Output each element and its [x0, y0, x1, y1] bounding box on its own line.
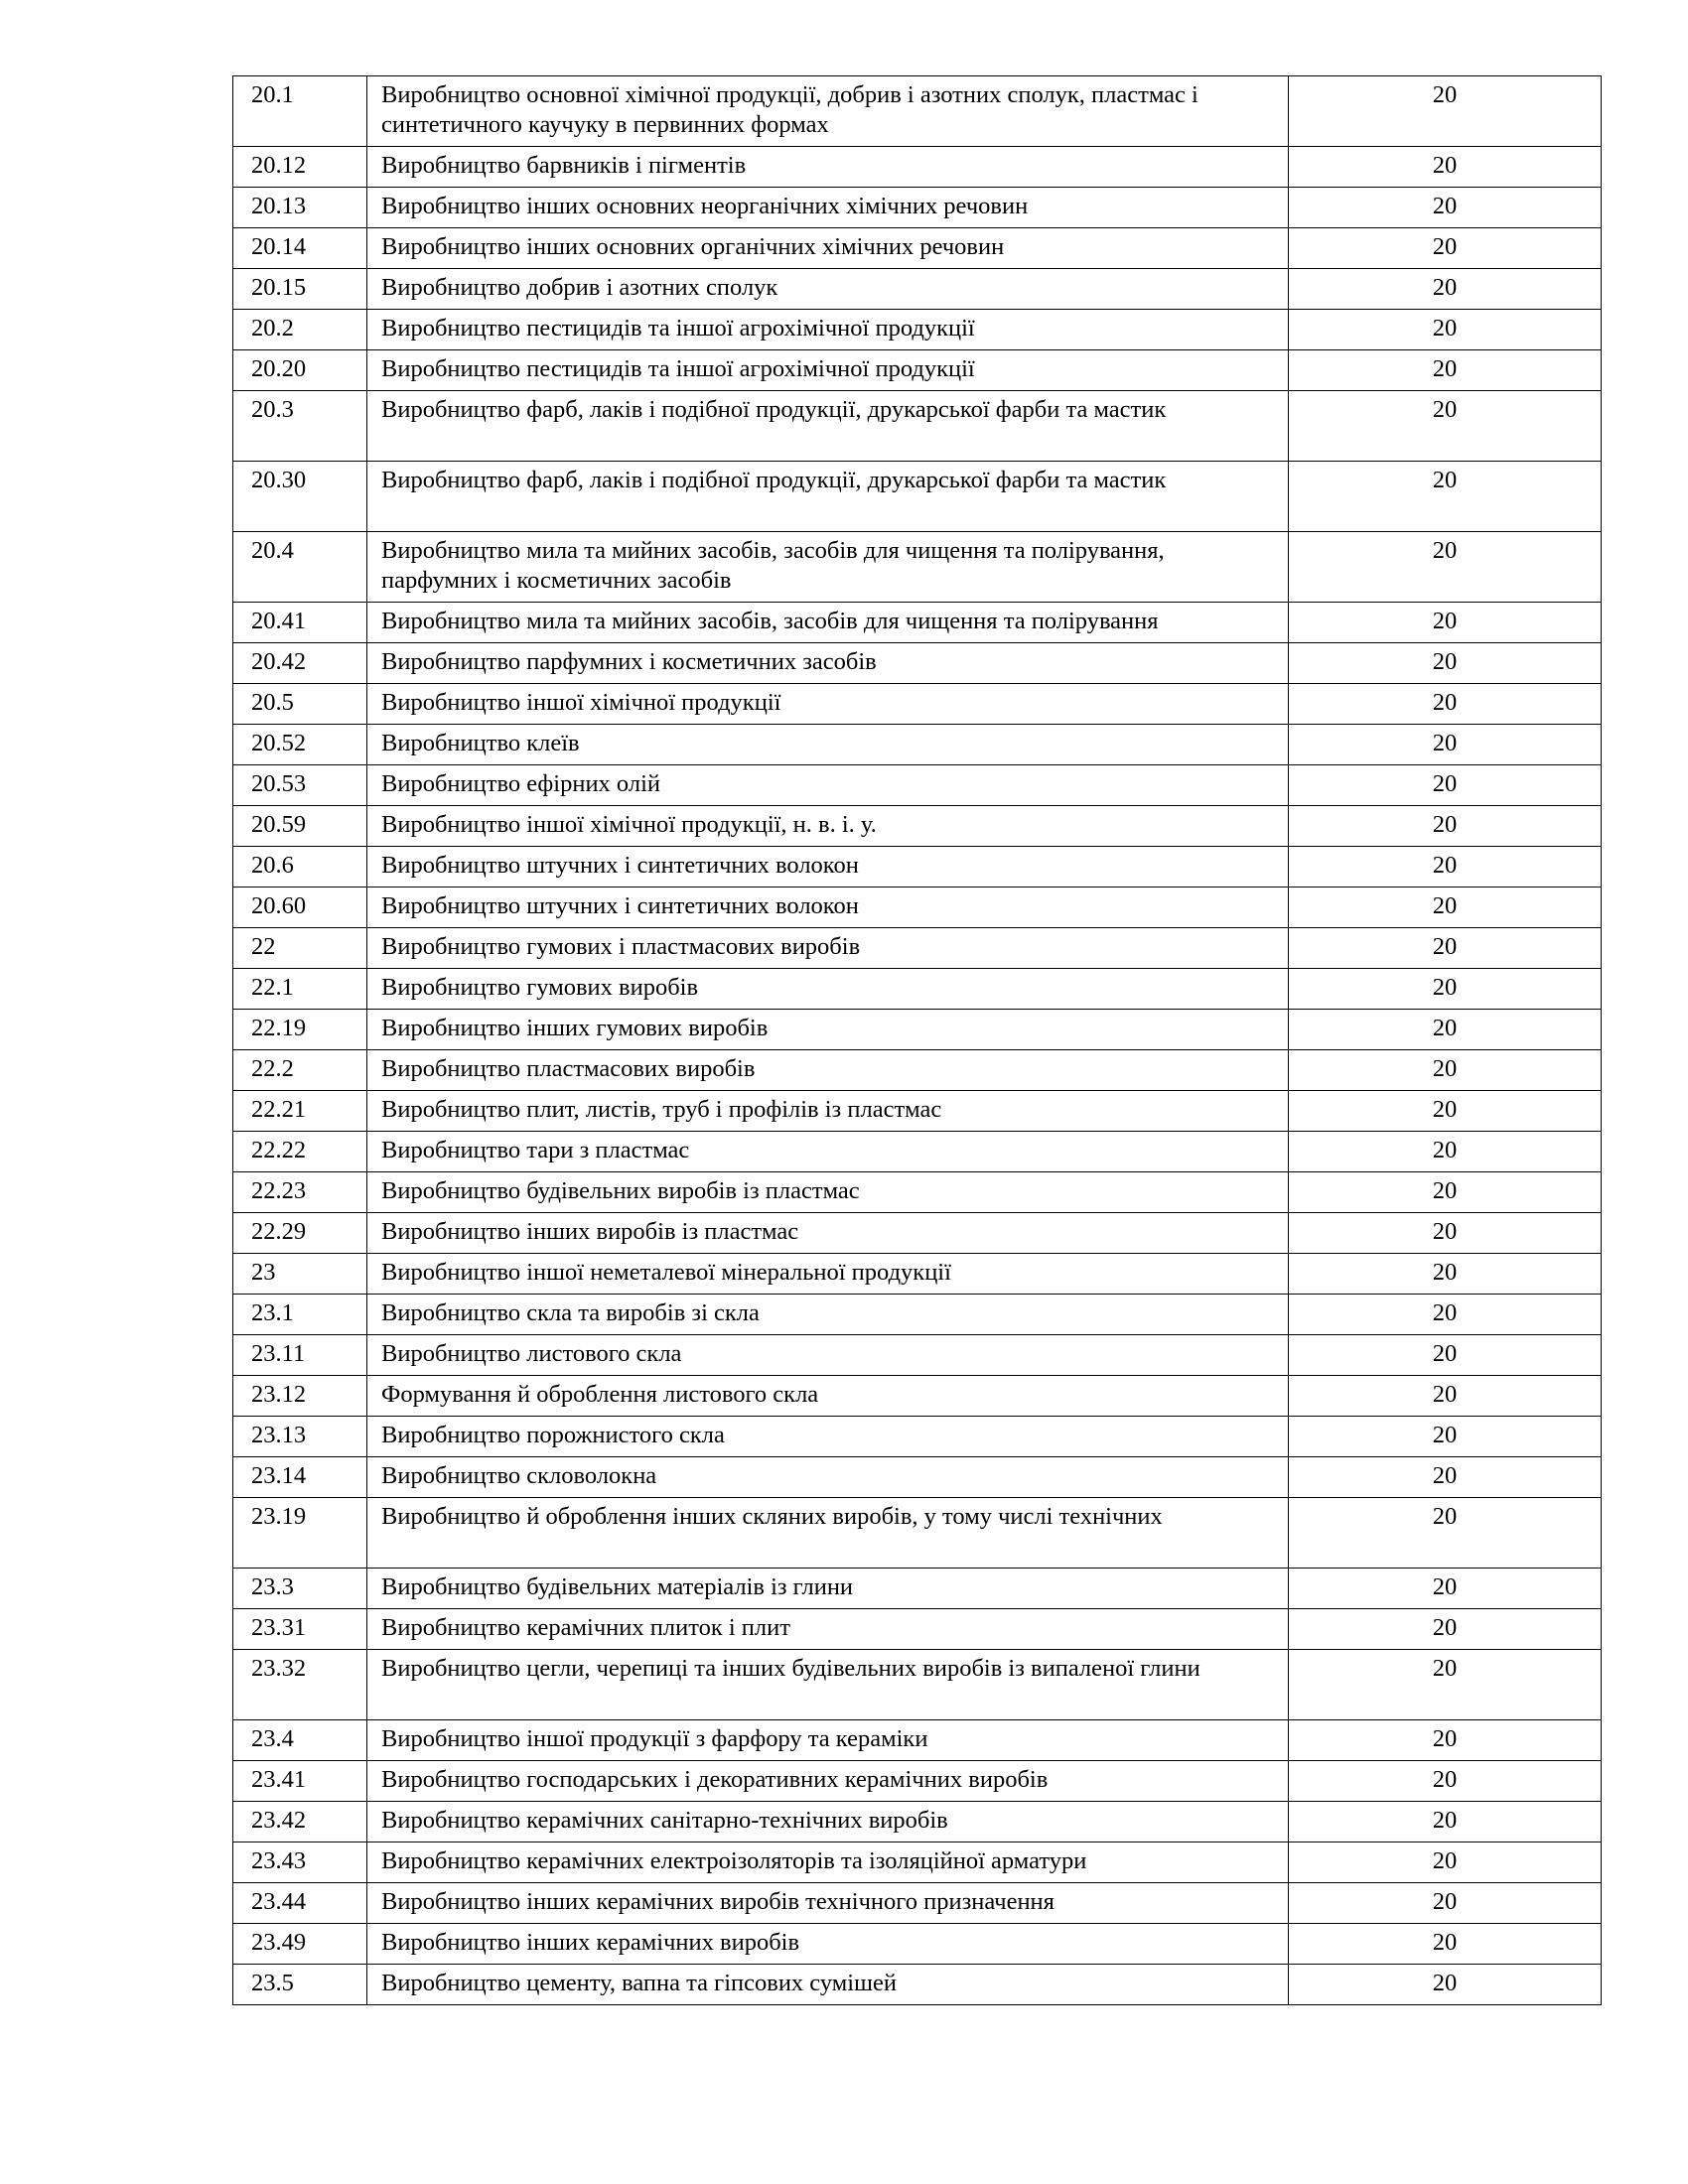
code-cell: 20.60 — [233, 887, 367, 928]
table-row — [233, 1924, 1602, 1965]
value-cell: 20 — [1289, 1213, 1602, 1254]
table-row — [233, 1843, 1602, 1883]
table-row — [233, 725, 1602, 765]
table-row — [233, 1376, 1602, 1417]
table-row — [233, 1650, 1602, 1720]
activity-name-cell: Виробництво іншої хімічної продукції — [367, 684, 1289, 725]
code-cell: 22.19 — [233, 1010, 367, 1050]
code-cell: 23.19 — [233, 1498, 367, 1569]
table-row — [233, 269, 1602, 310]
value-cell: 20 — [1289, 603, 1602, 643]
code-cell: 22.29 — [233, 1213, 367, 1254]
code-cell: 22.22 — [233, 1132, 367, 1172]
value-cell: 20 — [1289, 350, 1602, 391]
table-row — [233, 1132, 1602, 1172]
value-cell: 20 — [1289, 1843, 1602, 1883]
value-cell: 20 — [1289, 228, 1602, 269]
code-cell: 23.41 — [233, 1761, 367, 1802]
table-row — [233, 887, 1602, 928]
activity-name-cell: Виробництво пластмасових виробів — [367, 1050, 1289, 1091]
value-cell: 20 — [1289, 462, 1602, 532]
table-body — [233, 76, 1602, 2005]
code-cell: 23.32 — [233, 1650, 367, 1720]
table-row — [233, 1761, 1602, 1802]
code-cell: 23.11 — [233, 1335, 367, 1376]
activity-name-cell: Виробництво клеїв — [367, 725, 1289, 765]
code-cell: 23.42 — [233, 1802, 367, 1843]
activity-name-cell: Виробництво штучних і синтетичних волокон — [367, 847, 1289, 887]
code-cell: 20.14 — [233, 228, 367, 269]
activity-name-cell: Виробництво інших гумових виробів — [367, 1010, 1289, 1050]
table-row — [233, 684, 1602, 725]
code-cell: 23.44 — [233, 1883, 367, 1924]
activity-name-cell: Виробництво фарб, лаків і подібної продукції, друкарської фарби та мастик — [367, 391, 1289, 462]
value-cell: 20 — [1289, 684, 1602, 725]
value-cell: 20 — [1289, 1172, 1602, 1213]
code-cell: 20.20 — [233, 350, 367, 391]
value-cell: 20 — [1289, 1761, 1602, 1802]
table-row — [233, 310, 1602, 350]
activity-name-cell: Виробництво господарських і декоративних керамічних виробів — [367, 1761, 1289, 1802]
activity-name-cell: Виробництво барвників і пігментів — [367, 147, 1289, 188]
activity-name-cell: Виробництво інших основних неорганічних хімічних речовин — [367, 188, 1289, 228]
table-row — [233, 603, 1602, 643]
code-cell: 20.53 — [233, 765, 367, 806]
table-row — [233, 1802, 1602, 1843]
code-cell: 20.59 — [233, 806, 367, 847]
activity-name-cell: Виробництво й оброблення інших скляних виробів, у тому числі технічних — [367, 1498, 1289, 1569]
value-cell: 20 — [1289, 147, 1602, 188]
table-row — [233, 188, 1602, 228]
code-cell: 23.13 — [233, 1417, 367, 1457]
value-cell: 20 — [1289, 1254, 1602, 1295]
activity-name-cell: Виробництво інших основних органічних хімічних речовин — [367, 228, 1289, 269]
activity-name-cell: Виробництво пестицидів та іншої агрохімічної продукції — [367, 310, 1289, 350]
table-row — [233, 1417, 1602, 1457]
activity-name-cell: Виробництво цегли, черепиці та інших будівельних виробів із випаленої глини — [367, 1650, 1289, 1720]
activity-name-cell: Виробництво керамічних санітарно-технічних виробів — [367, 1802, 1289, 1843]
activity-name-cell: Виробництво ефірних олій — [367, 765, 1289, 806]
activity-name-cell: Виробництво штучних і синтетичних волокон — [367, 887, 1289, 928]
value-cell: 20 — [1289, 1050, 1602, 1091]
value-cell: 20 — [1289, 1569, 1602, 1609]
table-row — [233, 1609, 1602, 1650]
table-row — [233, 847, 1602, 887]
code-cell: 20.2 — [233, 310, 367, 350]
activity-name-cell: Виробництво фарб, лаків і подібної продукції, друкарської фарби та мастик — [367, 462, 1289, 532]
table-row — [233, 1295, 1602, 1335]
value-cell: 20 — [1289, 1965, 1602, 2005]
code-cell: 23.31 — [233, 1609, 367, 1650]
value-cell: 20 — [1289, 928, 1602, 969]
code-cell: 22.23 — [233, 1172, 367, 1213]
value-cell: 20 — [1289, 969, 1602, 1010]
activity-name-cell: Виробництво інших виробів із пластмас — [367, 1213, 1289, 1254]
activity-name-cell: Формування й оброблення листового скла — [367, 1376, 1289, 1417]
value-cell: 20 — [1289, 532, 1602, 603]
table-row — [233, 1457, 1602, 1498]
code-cell: 22 — [233, 928, 367, 969]
value-cell: 20 — [1289, 391, 1602, 462]
table-row — [233, 1498, 1602, 1569]
table-row — [233, 1050, 1602, 1091]
value-cell: 20 — [1289, 269, 1602, 310]
activity-name-cell: Виробництво іншої неметалевої мінеральної продукції — [367, 1254, 1289, 1295]
code-cell: 20.30 — [233, 462, 367, 532]
table-row — [233, 643, 1602, 684]
value-cell: 20 — [1289, 1498, 1602, 1569]
activity-name-cell: Виробництво іншої хімічної продукції, н. в. і. у. — [367, 806, 1289, 847]
value-cell: 20 — [1289, 1295, 1602, 1335]
activity-name-cell: Виробництво гумових і пластмасових виробів — [367, 928, 1289, 969]
code-cell: 20.41 — [233, 603, 367, 643]
value-cell: 20 — [1289, 1457, 1602, 1498]
code-cell: 20.3 — [233, 391, 367, 462]
activity-name-cell: Виробництво добрив і азотних сполук — [367, 269, 1289, 310]
code-cell: 20.12 — [233, 147, 367, 188]
table-row — [233, 1720, 1602, 1761]
activity-name-cell: Виробництво скла та виробів зі скла — [367, 1295, 1289, 1335]
table-row — [233, 1091, 1602, 1132]
table-row — [233, 1883, 1602, 1924]
table-row — [233, 532, 1602, 603]
table-row — [233, 1569, 1602, 1609]
value-cell: 20 — [1289, 1335, 1602, 1376]
code-cell: 23.5 — [233, 1965, 367, 2005]
code-cell: 23.49 — [233, 1924, 367, 1965]
value-cell: 20 — [1289, 1376, 1602, 1417]
value-cell: 20 — [1289, 765, 1602, 806]
table-row — [233, 350, 1602, 391]
table-row — [233, 928, 1602, 969]
activity-name-cell: Виробництво інших керамічних виробів — [367, 1924, 1289, 1965]
value-cell: 20 — [1289, 76, 1602, 147]
code-cell: 22.1 — [233, 969, 367, 1010]
value-cell: 20 — [1289, 725, 1602, 765]
value-cell: 20 — [1289, 887, 1602, 928]
activity-name-cell: Виробництво керамічних плиток і плит — [367, 1609, 1289, 1650]
activity-name-cell: Виробництво керамічних електроізоляторів та ізоляційної арматури — [367, 1843, 1289, 1883]
code-cell: 20.52 — [233, 725, 367, 765]
activity-name-cell: Виробництво цементу, вапна та гіпсових сумішей — [367, 1965, 1289, 2005]
value-cell: 20 — [1289, 1010, 1602, 1050]
code-cell: 20.13 — [233, 188, 367, 228]
table-row — [233, 1010, 1602, 1050]
table-row — [233, 765, 1602, 806]
activity-name-cell: Виробництво гумових виробів — [367, 969, 1289, 1010]
code-cell: 20.15 — [233, 269, 367, 310]
activity-name-cell: Виробництво основної хімічної продукції, добрив і азотних сполук, пластмас і синтетичного каучуку в первинних формах — [367, 76, 1289, 147]
code-cell: 23.12 — [233, 1376, 367, 1417]
value-cell: 20 — [1289, 1802, 1602, 1843]
table-row — [233, 1172, 1602, 1213]
activity-name-cell: Виробництво листового скла — [367, 1335, 1289, 1376]
activity-name-cell: Виробництво порожнистого скла — [367, 1417, 1289, 1457]
table-row — [233, 228, 1602, 269]
value-cell: 20 — [1289, 1883, 1602, 1924]
value-cell: 20 — [1289, 847, 1602, 887]
activity-name-cell: Виробництво парфумних і косметичних засобів — [367, 643, 1289, 684]
code-cell: 20.6 — [233, 847, 367, 887]
value-cell: 20 — [1289, 806, 1602, 847]
table-row — [233, 147, 1602, 188]
activity-name-cell: Виробництво пестицидів та іншої агрохімічної продукції — [367, 350, 1289, 391]
activity-name-cell: Виробництво будівельних матеріалів із глини — [367, 1569, 1289, 1609]
table-row — [233, 76, 1602, 147]
activity-name-cell: Виробництво плит, листів, труб і профілів із пластмас — [367, 1091, 1289, 1132]
activity-name-cell: Виробництво будівельних виробів із пластмас — [367, 1172, 1289, 1213]
value-cell: 20 — [1289, 1091, 1602, 1132]
code-cell: 20.1 — [233, 76, 367, 147]
activity-name-cell: Виробництво інших керамічних виробів технічного призначення — [367, 1883, 1289, 1924]
code-cell: 23.1 — [233, 1295, 367, 1335]
table-row — [233, 391, 1602, 462]
table-row — [233, 1965, 1602, 2005]
code-cell: 20.5 — [233, 684, 367, 725]
table-row — [233, 1335, 1602, 1376]
activity-codes-table — [232, 75, 1602, 2005]
value-cell: 20 — [1289, 1720, 1602, 1761]
activity-name-cell: Виробництво іншої продукції з фарфору та кераміки — [367, 1720, 1289, 1761]
code-cell: 23.3 — [233, 1569, 367, 1609]
code-cell: 20.42 — [233, 643, 367, 684]
value-cell: 20 — [1289, 1132, 1602, 1172]
value-cell: 20 — [1289, 643, 1602, 684]
table-row — [233, 806, 1602, 847]
table-row — [233, 1213, 1602, 1254]
value-cell: 20 — [1289, 1650, 1602, 1720]
table-row — [233, 1254, 1602, 1295]
value-cell: 20 — [1289, 1609, 1602, 1650]
activity-name-cell: Виробництво тари з пластмас — [367, 1132, 1289, 1172]
activity-name-cell: Виробництво скловолокна — [367, 1457, 1289, 1498]
value-cell: 20 — [1289, 188, 1602, 228]
code-cell: 22.2 — [233, 1050, 367, 1091]
table-row — [233, 462, 1602, 532]
activity-name-cell: Виробництво мила та мийних засобів, засобів для чищення та полірування — [367, 603, 1289, 643]
code-cell: 23 — [233, 1254, 367, 1295]
table-row — [233, 969, 1602, 1010]
value-cell: 20 — [1289, 310, 1602, 350]
activity-name-cell: Виробництво мила та мийних засобів, засобів для чищення та полірування, парфумних і косметичних засобів — [367, 532, 1289, 603]
value-cell: 20 — [1289, 1417, 1602, 1457]
code-cell: 23.14 — [233, 1457, 367, 1498]
value-cell: 20 — [1289, 1924, 1602, 1965]
code-cell: 22.21 — [233, 1091, 367, 1132]
code-cell: 23.43 — [233, 1843, 367, 1883]
code-cell: 20.4 — [233, 532, 367, 603]
code-cell: 23.4 — [233, 1720, 367, 1761]
